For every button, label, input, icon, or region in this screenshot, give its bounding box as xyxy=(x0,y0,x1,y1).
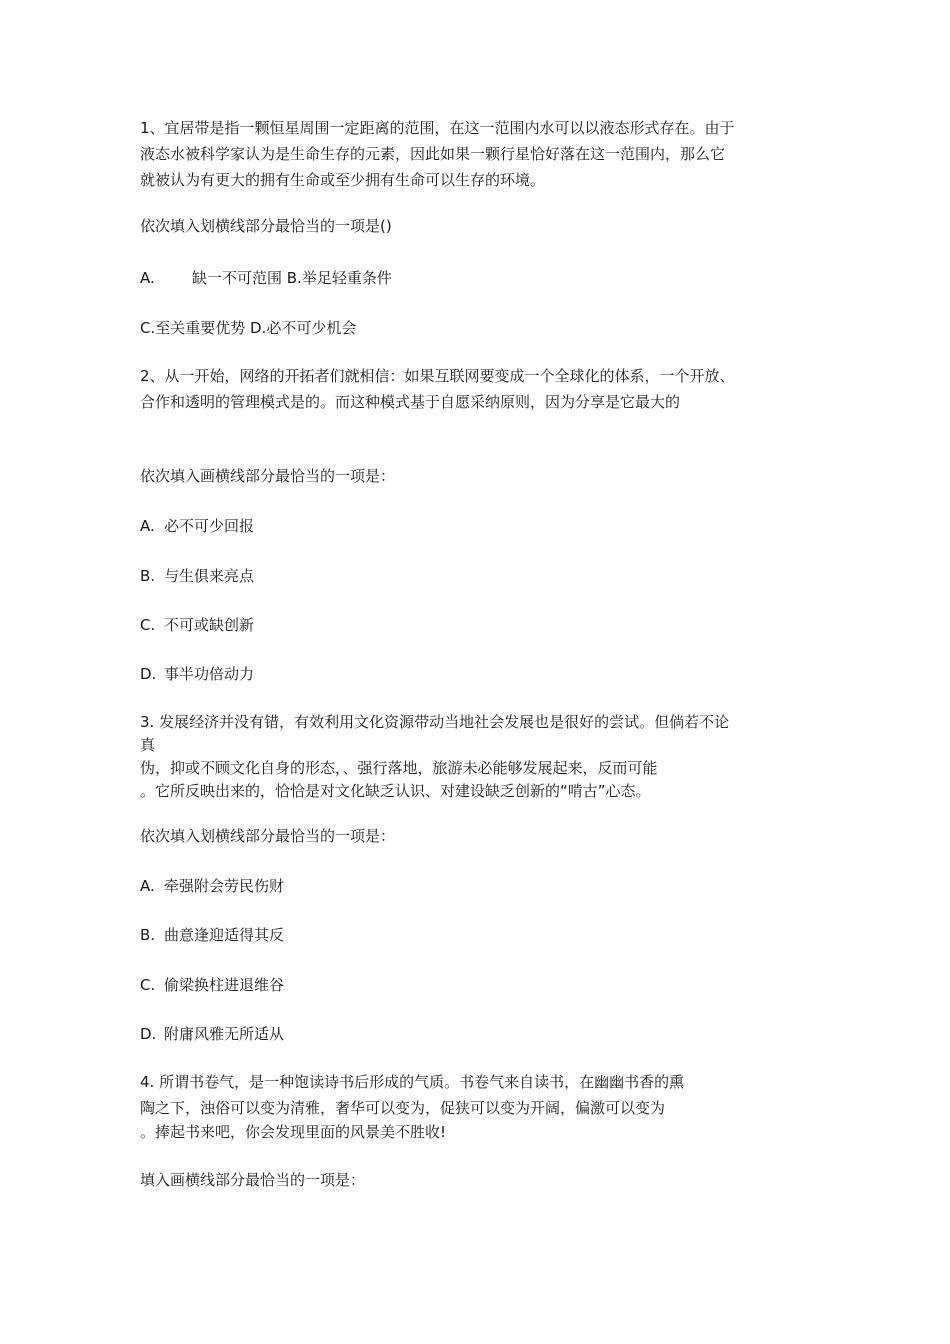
q3-option-d-letter: D. xyxy=(140,1025,157,1043)
q1-option-row-ab xyxy=(140,268,392,288)
q3-text-line-2: 真 xyxy=(140,736,156,754)
q2-option-c xyxy=(140,615,254,635)
q3-option-a-text: 牵强附会劳民伤财 xyxy=(164,877,285,895)
q2-option-d-text: 事半功倍动力 xyxy=(164,665,255,683)
q3-option-d xyxy=(140,1024,284,1044)
q3-text-line-4: 。它所反映出来的，恰恰是对文化缺乏认识、对建设缺乏创新的“啃古”心态。 xyxy=(140,782,651,800)
q2-option-a-text: 必不可少回报 xyxy=(164,517,255,535)
q4-text-line-1: 4. 所谓书卷气，是一种饱读诗书后形成的气质。书卷气来自读书，在幽幽书香的熏 xyxy=(140,1073,685,1091)
q3-prompt: 依次填入划横线部分最恰当的一项是： xyxy=(140,827,396,845)
q3-option-d-text: 附庸风雅无所适从 xyxy=(164,1025,285,1043)
q4-prompt: 填入画横线部分最恰当的一项是： xyxy=(140,1171,366,1189)
q2-option-b-text: 与生俱来亮点 xyxy=(164,567,255,585)
q3-text-line-1: 3. 发展经济并没有错，有效利用文化资源带动当地社会发展也是很好的尝试。但倘若不论 xyxy=(140,713,730,731)
q2-option-a-letter: A. xyxy=(140,517,155,535)
q2-option-a xyxy=(140,516,254,536)
q3-option-b-letter: B. xyxy=(140,926,156,944)
q2-option-d xyxy=(140,664,254,684)
q1-prompt: 依次填入划横线部分最恰当的一项是() xyxy=(140,217,392,235)
q3-option-b-text: 曲意逢迎适得其反 xyxy=(164,926,285,944)
q1-text-line-1: 1、宜居带是指一颗恒星周围一定距离的范围，在这一范围内水可以以液态形式存在。由于 xyxy=(140,119,735,137)
q2-option-d-letter: D. xyxy=(140,665,157,683)
q2-text-line-2: 合作和透明的管理模式是的。而这种模式基于自愿采纳原则，因为分享是它最大的 xyxy=(140,393,681,411)
q1-option-row-cd: C.至关重要优势 D.必不可少机会 xyxy=(140,319,357,337)
q2-option-b-letter: B. xyxy=(140,567,156,585)
q4-text-line-3: 。捧起书来吧，你会发现里面的风景美不胜收! xyxy=(140,1123,447,1141)
q3-option-c xyxy=(140,975,284,995)
q2-option-c-text: 不可或缺创新 xyxy=(164,616,255,634)
q3-option-b xyxy=(140,925,284,945)
q3-option-a-letter: A. xyxy=(140,877,155,895)
q1-text-line-3: 就被认为有更大的拥有生命或至少拥有生命可以生存的环境。 xyxy=(140,171,546,189)
q4-text-line-2: 陶之下，浊俗可以变为清雅，奢华可以变为，促狭可以变为开阔，偏激可以变为 xyxy=(140,1099,666,1117)
q1-text-line-2: 液态水被科学家认为是生命生存的元素，因此如果一颗行星恰好落在这一范围内，那么它 xyxy=(140,145,726,163)
q2-text-line-1: 2、从一开始，网络的开拓者们就相信：如果互联网要变成一个全球化的体系，一个开放、 xyxy=(140,367,735,385)
q3-text-line-3: 伪，抑或不顾文化自身的形态，、强行落地，旅游未必能够发展起来，反而可能 xyxy=(140,759,658,777)
q1-option-a-b-text: 缺一不可范围 B.举足轻重条件 xyxy=(192,269,392,287)
q3-option-c-text: 偷梁换柱进退维谷 xyxy=(164,976,285,994)
q2-option-b xyxy=(140,566,254,586)
q2-option-c-letter: C. xyxy=(140,616,156,634)
q2-prompt: 依次填入画横线部分最恰当的一项是： xyxy=(140,467,396,485)
q3-option-c-letter: C. xyxy=(140,976,156,994)
q3-option-a xyxy=(140,876,284,896)
q1-option-a-letter: A. xyxy=(140,269,155,287)
